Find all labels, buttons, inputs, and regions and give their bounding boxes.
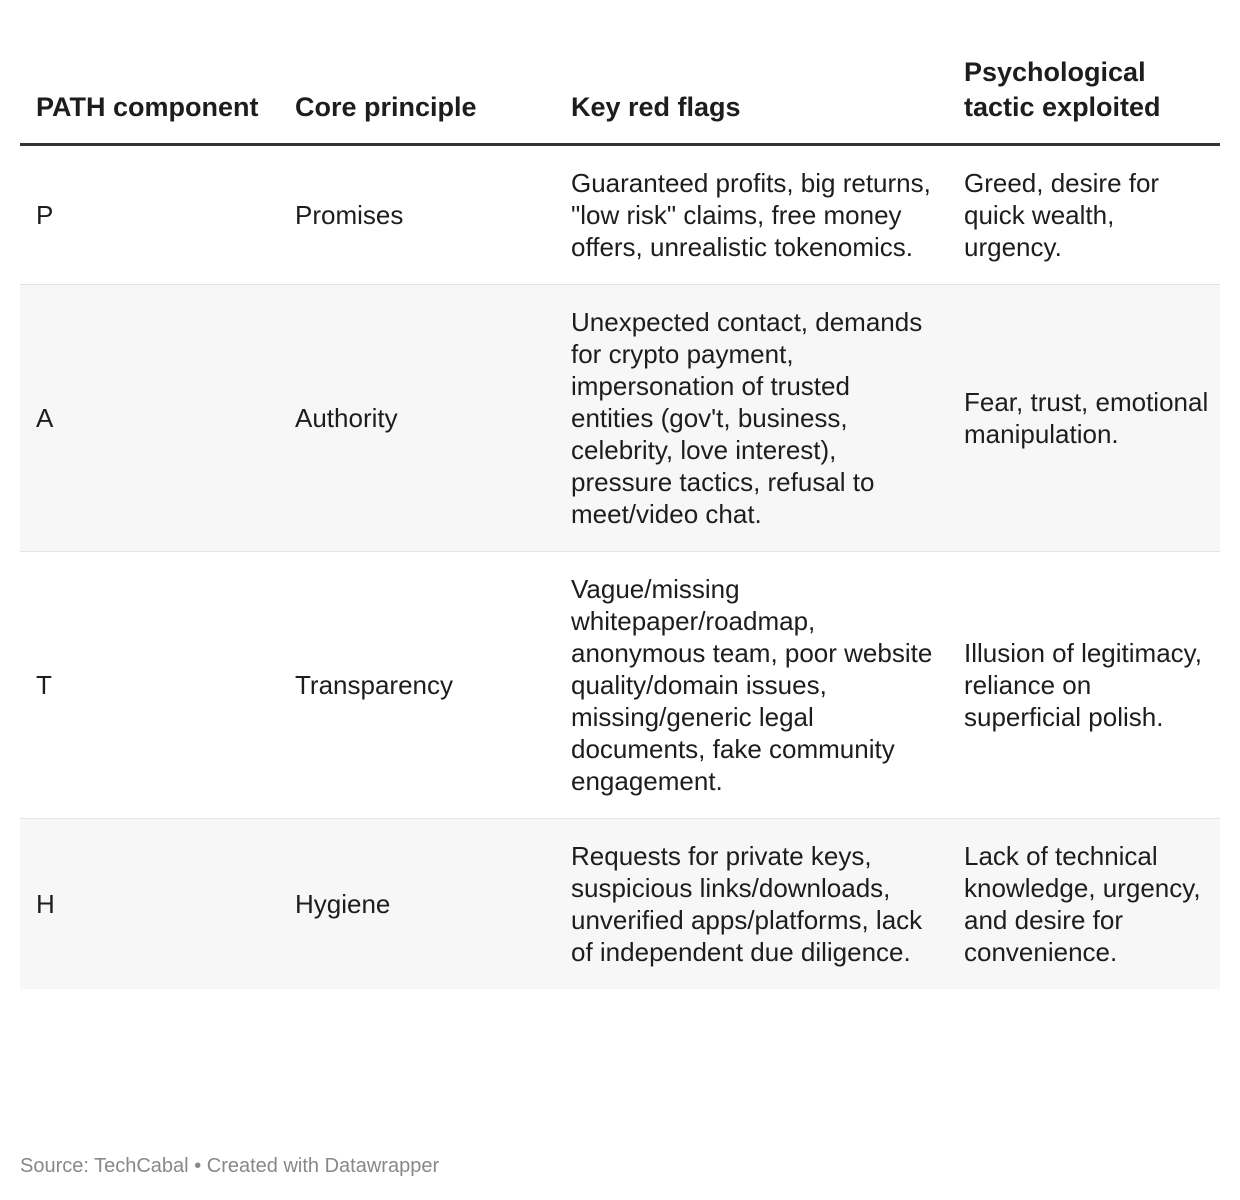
footer-notes xyxy=(20,1152,439,1180)
data-table-container xyxy=(20,52,1220,989)
table-cell-component: P xyxy=(20,145,279,285)
header-psychological-tactic: Psychological tactic exploited xyxy=(948,52,1220,145)
table-cell-red-flags: Vague/missing whitepaper/roadmap, anonymous team, poor website quality/domain issues, missing/generic legal documents, fake community engagement. xyxy=(555,552,948,819)
table-cell-principle: Authority xyxy=(279,285,555,552)
table-row xyxy=(20,552,1220,819)
table-cell-red-flags: Guaranteed profits, big returns, "low risk" claims, free money offers, unrealistic tokenomics. xyxy=(555,145,948,285)
table-row xyxy=(20,285,1220,552)
header-row xyxy=(20,52,1220,145)
header-path-component: PATH component xyxy=(20,52,279,145)
table-row xyxy=(20,145,1220,285)
table-cell-component: T xyxy=(20,552,279,819)
path-table xyxy=(20,52,1220,989)
header-core-principle: Core principle xyxy=(279,52,555,145)
table-cell-tactic: Lack of technical knowledge, urgency, and desire for convenience. xyxy=(948,819,1220,990)
credit-note: Created with Datawrapper xyxy=(206,1155,440,1177)
source-note: Source: TechCabal xyxy=(20,1155,189,1177)
table-cell-principle: Transparency xyxy=(279,552,555,819)
table-cell-principle: Promises xyxy=(279,145,555,285)
table-cell-component: H xyxy=(20,819,279,990)
table-header xyxy=(20,52,1220,145)
table-body xyxy=(20,145,1220,990)
footer-separator: • xyxy=(194,1155,202,1177)
table-row xyxy=(20,819,1220,990)
table-cell-tactic: Illusion of legitimacy, reliance on superficial polish. xyxy=(948,552,1220,819)
table-cell-tactic: Greed, desire for quick wealth, urgency. xyxy=(948,145,1220,285)
table-cell-tactic: Fear, trust, emotional manipulation. xyxy=(948,285,1220,552)
table-cell-principle: Hygiene xyxy=(279,819,555,990)
table-cell-red-flags: Unexpected contact, demands for crypto payment, impersonation of trusted entities (gov't, business, celebrity, love interest), pressure tactics, refusal to meet/video chat. xyxy=(555,285,948,552)
table-cell-component: A xyxy=(20,285,279,552)
header-key-red-flags: Key red flags xyxy=(555,52,948,145)
table-cell-red-flags: Requests for private keys, suspicious links/downloads, unverified apps/platforms, lack of independent due diligence. xyxy=(555,819,948,990)
